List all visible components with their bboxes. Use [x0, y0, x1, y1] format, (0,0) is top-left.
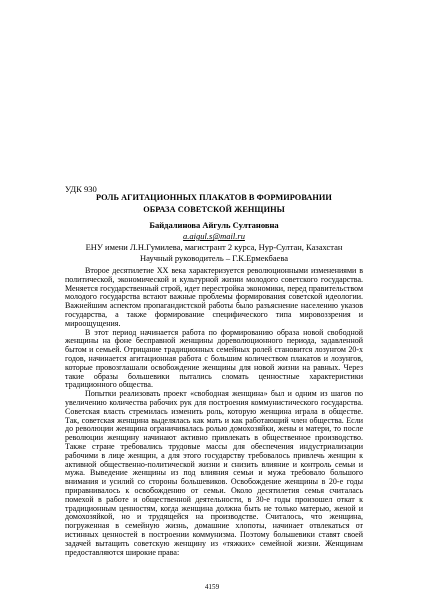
article-title-line-1: РОЛЬ АГИТАЦИОННЫХ ПЛАКАТОВ В ФОРМИРОВАНИИ: [96, 193, 332, 202]
author-email-link[interactable]: a.aigul.s@mail.ru: [183, 231, 245, 241]
udk-code: УДК 930: [65, 184, 97, 194]
page-number: 4159: [204, 583, 220, 591]
author-name: Байдалинова Айгуль Султановна: [149, 220, 279, 230]
body-paragraph-2: В этот период начинается работа по формированию образа новой свободной женщины на фоне бесправной женщины дореволюционного периода, задавленной бытом и семьей. Отрицание традиционных семейных ролей становится лозунгом 20-х годов, начинается агитационная работа с большим количеством плакатов и лозунгов, которые провозглашали освобождение женщины для новой жизни на равных. Через такие образы большевики пытались сломать ценностные характеристики традиционного общества.: [65, 327, 363, 390]
article-title-line-2: ОБРАЗА СОВЕТСКОЙ ЖЕНЩИНЫ: [143, 204, 285, 214]
body-paragraph-3: Попытки реализовать проект «свободная женщина» был и одним из шагов по увеличению количества рабочих рук для построения коммунистического государства. Советская власть стремилась изменить роль, которую женщина играла в обществе. Так, советская женщина выделялась как мать и как работающий член общества. Если до революции женщина ограничивалась ролью домохозяйки, жены и матери, то после революции женщину начинают активно привлекать в общественное производство. Также стране требовались трудовые массы для обеспечения индустриализации рабочими в лице женщин, а для этого государству требовалось привлечь женщин к активной общественно-политической жизни и снизить влияние и контроль семьи и мужа. Выведение женщины из под влияния семьи и мужа требовало большого внимания и усилий со стороны большевиков. Освобождение женщины в 20-е годы приравнивалось к освобождению от семьи. Около десятилетия семья считалась помехой в работе и общественной деятельности, в 30-е годы произошел откат к традиционным ценностям, когда женщина должна быть не только матерью, женой и домохозяйкой, но и трудящейся на производстве. Считалось, что женщина, погруженная в семейную жизнь, домашние хлопоты, начинает отвлекаться от истинных ценностей в построении коммунизма. Поэтому большевики ставят своей задачей вытащить советскую женщину из «тяжких» семейной жизни. Женщинам предоставляются широкие права:: [65, 389, 363, 557]
article-title: [65, 192, 363, 215]
author-supervisor: Научный руководитель – Г.К.Ермекбаева: [139, 253, 288, 263]
article-body: [65, 267, 363, 557]
author-affiliation: ЕНУ имени Л.Н.Гумилева, магистрант 2 курса, Нур-Султан, Казахстан: [85, 242, 343, 252]
body-paragraph-1: Второе десятилетие XX века характеризуется революционными изменениями в политической, экономической и культурной жизни молодого советского государства. Меняется государственный строй, идет перестройка экономики, перед правительством молодого государства встают важные проблемы формирования советской идеологии. Важнейшим аспектом пропагандистской работы было разъяснение населению указов государства, а также формирование специфического типа мировоззрения и мироощущения.: [65, 266, 363, 328]
author-block: [65, 220, 363, 264]
